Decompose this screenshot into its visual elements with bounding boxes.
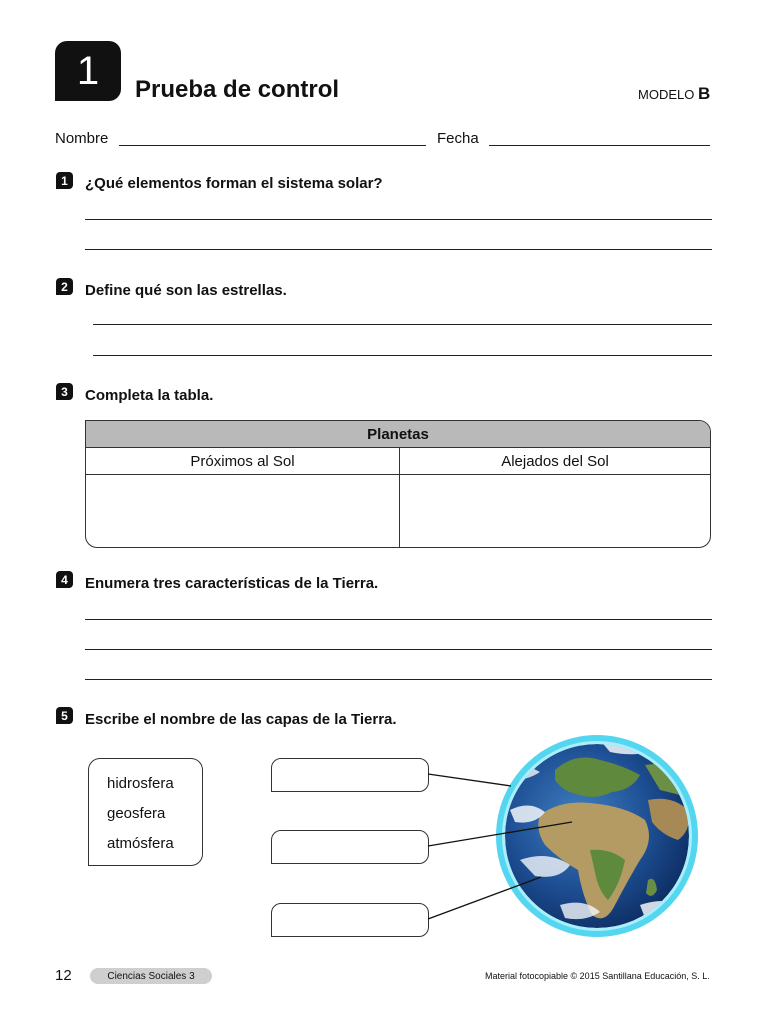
- word-geosfera: geosfera: [107, 805, 166, 822]
- page-number: 12: [55, 967, 72, 984]
- nombre-label: Nombre: [55, 130, 109, 147]
- column-header-near: Próximos al Sol: [86, 448, 399, 475]
- question-5-text: Escribe el nombre de las capas de la Tierra.: [85, 711, 397, 728]
- question-3-number: 3: [56, 383, 73, 400]
- fecha-label: Fecha: [437, 130, 479, 147]
- question-1-number: 1: [56, 172, 73, 189]
- page-title: Prueba de control: [135, 76, 340, 103]
- question-2-text: Define qué son las estrellas.: [85, 282, 287, 299]
- column-header-far: Alejados del Sol: [400, 448, 710, 475]
- modelo-letter: B: [697, 84, 711, 103]
- question-4-number: 4: [56, 571, 73, 588]
- word-hidrosfera: hidrosfera: [107, 775, 174, 792]
- leader-line-1: [428, 774, 511, 786]
- modelo-text: MODELO: [638, 87, 695, 102]
- question-5-number: 5: [56, 707, 73, 724]
- question-4-text: Enumera tres características de la Tierra.: [85, 575, 379, 592]
- word-atmosfera: atmósfera: [107, 835, 174, 852]
- copyright-notice: Material fotocopiable © 2015 Santillana Educación, S. L.: [485, 971, 710, 981]
- question-2-number: 2: [56, 278, 73, 295]
- unit-number: 1: [76, 48, 100, 93]
- table-header: Planetas: [86, 421, 710, 448]
- question-3-text: Completa la tabla.: [85, 387, 214, 404]
- subject-label: Ciencias Sociales 3: [90, 968, 212, 984]
- question-1-text: ¿Qué elementos forman el sistema solar?: [85, 175, 383, 192]
